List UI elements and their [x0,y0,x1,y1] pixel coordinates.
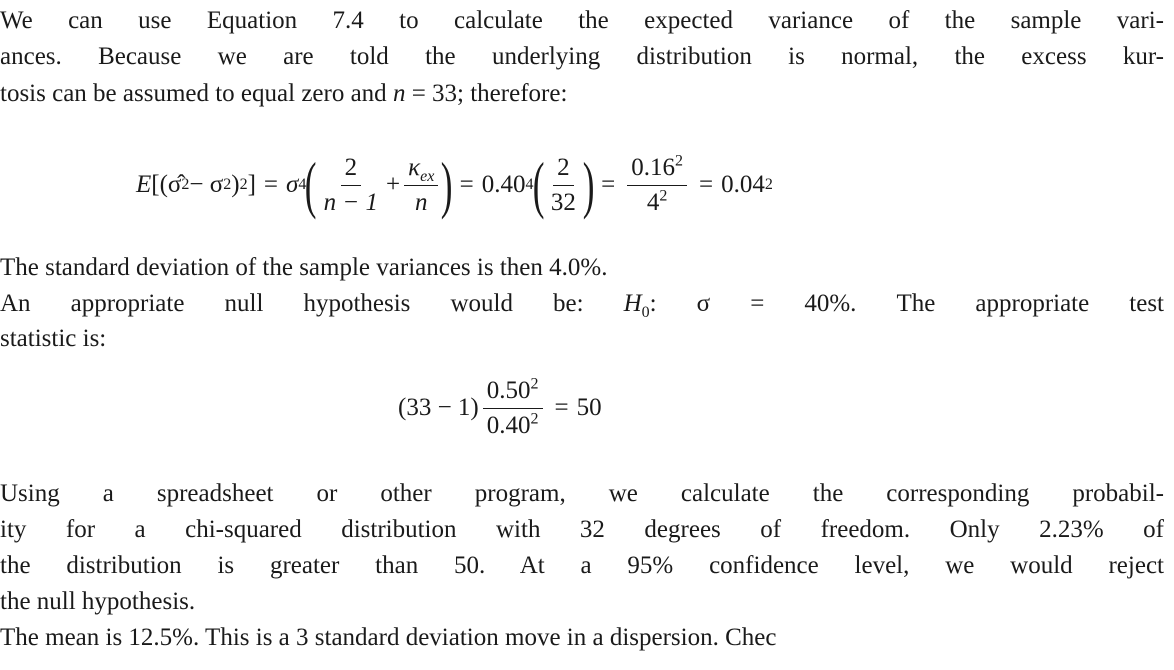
paragraph-3-line-2: statistic is: [0,325,107,352]
paragraph-5-line-1: The mean is 12.5%. This is a 3 standard deviation move in a dispersion. Chec [0,624,777,651]
fraction-016-over-4: $\frac{0.16^2}{4^2}$ [627,153,687,218]
variance-equation: E [(σ̂ 2 − σ 2 ) 2 ] = σ 4 ( $\frac{2}{n - 1}$ + $\frac{\kappa_{ex}}{n}$ ) = 0.40 4 ( $\frac{2}{32}$ ) = $\frac{0.16^2}{4^2}$ = 0.04 2 [136,149,773,220]
test-statistic-equation: (33 − 1) $\frac{0.50^2}{0.40^2}$ = 50 [398,375,602,439]
right-paren-icon: ) [441,149,453,220]
fraction-050-over-040: $\frac{0.50^2}{0.40^2}$ [483,376,543,441]
fraction-kappa-over-n: $\frac{\kappa_{ex}}{n}$ [404,153,438,218]
paragraph-4-line-3: the distribution is greater than 50. At a 95% confidence level, we would reject [0,552,1164,579]
fraction-2-over-32: $\frac{2}{32}$ [550,153,576,216]
paragraph-1-line-2: ances. Because we are told the underlying distribution is normal, the excess kur- [0,43,1164,70]
paragraph-4-line-1: Using a spreadsheet or other program, we calculate the corresponding probabil- [0,480,1164,507]
paragraph-2: The standard deviation of the sample variances is then 4.0%. [0,254,608,281]
paragraph-4-line-2: ity for a chi-squared distribution with 32 degrees of freedom. Only 2.23% of [0,516,1164,543]
fraction-2-over-n-minus-1: $\frac{2}{n - 1}$ [323,153,379,216]
left-paren-icon: ( [532,149,545,220]
paragraph-1-line-3: tosis can be assumed to equal zero and n = 33; therefore: [0,80,568,107]
right-paren-icon: ) [582,149,595,220]
left-paren-icon: ( [305,149,317,220]
paragraph-3-line-1: An appropriate null hypothesis would be: $H_0$: σ = 40%. The appropriate test [0,290,1164,321]
paragraph-1-line-1: We can use Equation 7.4 to calculate the expected variance of the sample vari- [0,7,1164,34]
paragraph-4-line-4: the null hypothesis. [0,588,196,615]
